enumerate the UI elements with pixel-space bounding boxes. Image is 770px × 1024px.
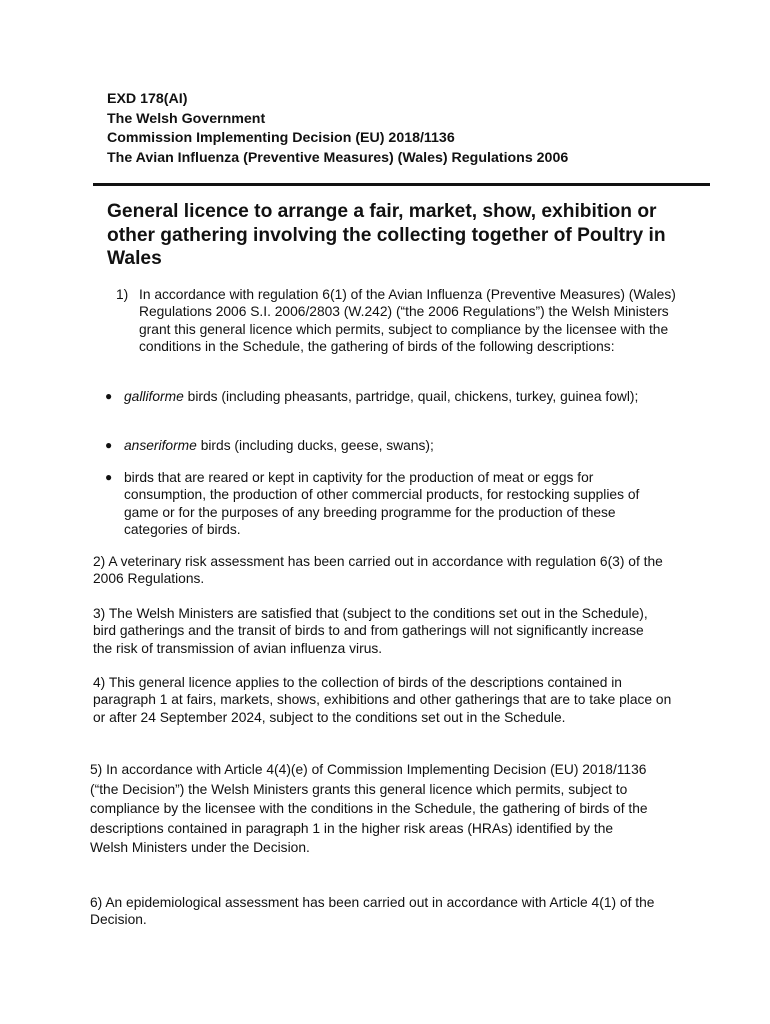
bullet-icon: ● bbox=[105, 389, 113, 403]
paragraph-6: 6) An epidemiological assessment has been carried out in accordance with Article 4(1) of the Decision. bbox=[90, 895, 655, 928]
document-header bbox=[107, 90, 727, 168]
document-reference: EXD 178(AI) bbox=[107, 91, 188, 107]
species-term: anseriforme bbox=[124, 438, 197, 453]
issuing-body: The Welsh Government bbox=[107, 110, 266, 127]
bullet-icon: ● bbox=[105, 438, 113, 452]
list-item-description: birds (including pheasants, partridge, quail, chickens, turkey, guinea fowl); bbox=[183, 389, 639, 404]
paragraph-number: 1) bbox=[116, 287, 129, 302]
list-item bbox=[105, 469, 675, 538]
species-term: galliforme bbox=[124, 389, 184, 404]
list-item-text bbox=[124, 469, 675, 538]
list-item-description: birds (including ducks, geese, swans); bbox=[196, 438, 434, 453]
paragraph-5: 5) In accordance with Article 4(4)(e) of Commission Implementing Decision (EU) 2018/1136 (“the Decision”) the Welsh Ministers grants this general licence which permits, subject to compliance by the licensee with the conditions in the Schedule, the gathering of birds of the descriptions contained in paragraph 1 in the higher risk areas (HRAs) identified by the Welsh Ministers under the Decision. bbox=[90, 762, 648, 855]
list-item-text bbox=[124, 388, 675, 405]
document-title: General licence to arrange a fair, market, show, exhibition or other gathering involving the collecting together of Poultry in Wales bbox=[107, 201, 666, 269]
paragraph-2: 2) A veterinary risk assessment has been carried out in accordance with regulation 6(3) of the 2006 Regulations. bbox=[93, 554, 663, 587]
list-item-description: birds that are reared or kept in captivity for the production of meat or eggs for consumption, the production of other commercial products, for restocking supplies of game or for the purposes of any breeding programme for the production of these categories of birds. bbox=[124, 470, 640, 537]
legislation-regulations: The Avian Influenza (Preventive Measures) (Wales) Regulations 2006 bbox=[107, 149, 569, 166]
paragraph-1 bbox=[116, 286, 676, 355]
list-item bbox=[105, 437, 675, 454]
list-item bbox=[105, 388, 675, 405]
header-divider bbox=[93, 183, 710, 186]
paragraph-text: In accordance with regulation 6(1) of the Avian Influenza (Preventive Measures) (Wales) Regulations 2006 S.I. 2006/2803 (W.242) (“the 2006 Regulations”) the Welsh Ministers grant this general licence which permits, subject to compliance by the licensee with the conditions in the Schedule, the gathering of birds of the following descriptions: bbox=[139, 287, 676, 354]
bullet-icon: ● bbox=[105, 470, 113, 484]
list-item-text bbox=[124, 437, 675, 454]
paragraph-3: 3) The Welsh Ministers are satisfied that (subject to the conditions set out in the Schedule), bird gatherings and the transit of birds to and from gatherings will not significantly increase the risk of transmission of avian influenza virus. bbox=[93, 606, 648, 656]
legislation-decision: Commission Implementing Decision (EU) 2018/1136 bbox=[107, 130, 455, 146]
paragraph-4: 4) This general licence applies to the collection of birds of the descriptions contained in paragraph 1 at fairs, markets, shows, exhibitions and other gatherings that are to take place on or after 24 September 2024, subject to the conditions set out in the Schedule. bbox=[93, 675, 672, 725]
